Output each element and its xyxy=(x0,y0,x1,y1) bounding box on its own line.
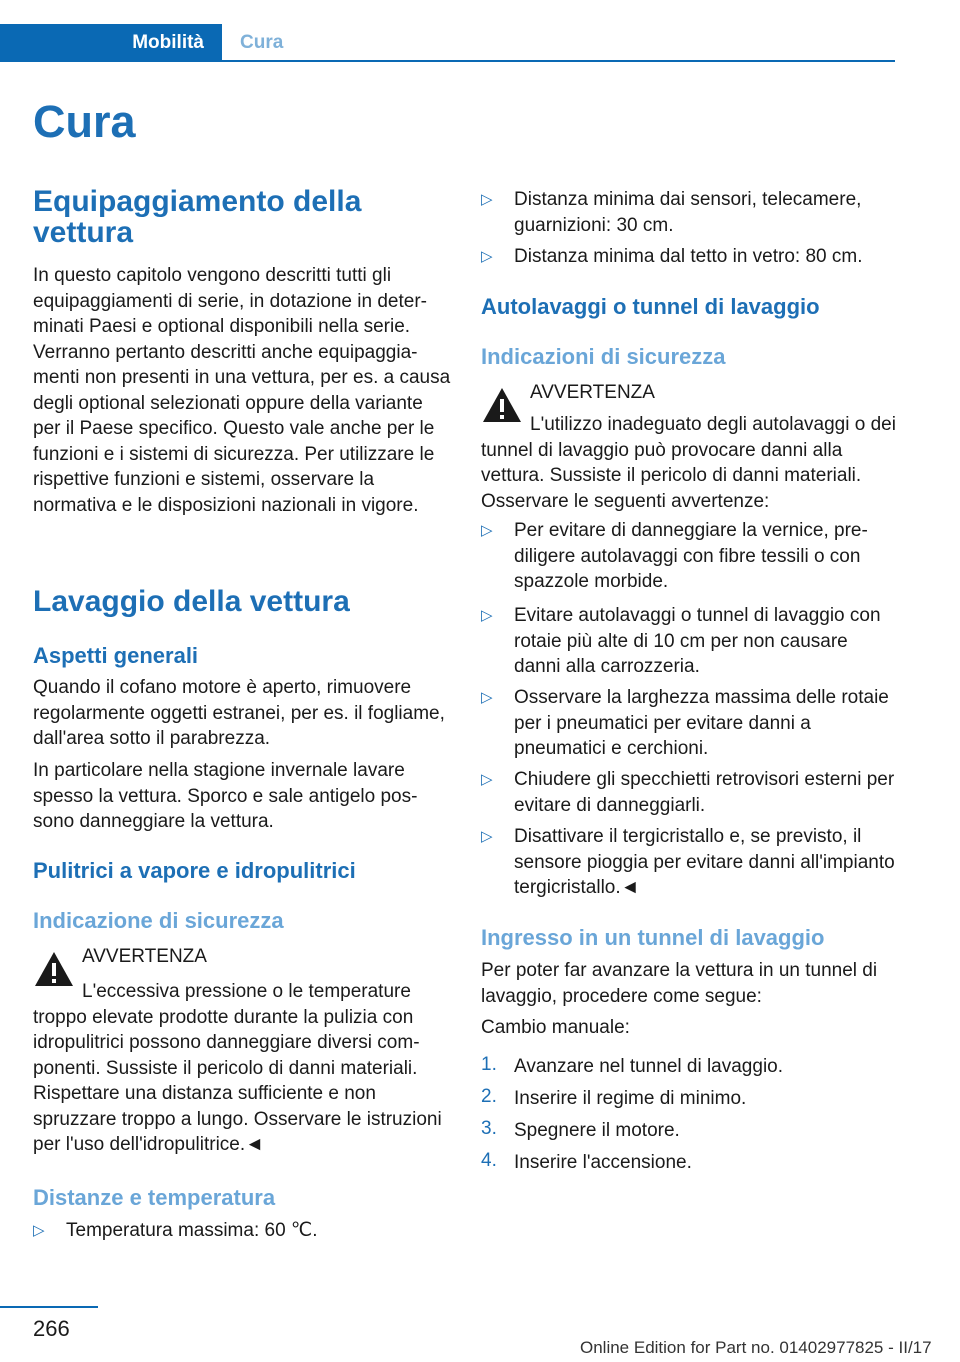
header-rule xyxy=(0,60,895,62)
carwash-bullet-1: Per evitare di danneggiare la vernice, prediligere autolavaggi con fibre tessili o con spazzole morbide. xyxy=(514,520,868,592)
left-safety-heading: Indicazione di sicurezza xyxy=(33,908,284,933)
page-number: 266 xyxy=(33,1316,70,1341)
carwash-bullet-4: Chiudere gli specchietti retrovisori esterni per evitare di danneggiarli. xyxy=(514,769,895,816)
manual-label: Cambio manuale: xyxy=(481,1017,630,1038)
general-para-2: In particolare nella stagione invernale lavare spesso la vettura. Sporco e sale antigelo possono danneggiare la vettura. xyxy=(33,760,418,832)
carwash-heading: Autolavaggi o tunnel di lavaggio xyxy=(481,294,820,319)
header-section-tab: Mobilità xyxy=(0,24,222,62)
bullet-icon: ▷ xyxy=(481,771,493,788)
steam-heading: Pulitrici a vapore e idropulitrici xyxy=(33,858,356,883)
step-number: 3. xyxy=(481,1118,497,1139)
general-para-1: Quando il cofano motore è aperto, rimuovere regolarmente oggetti estranei, per es. il fogliame, dall'area sotto il parabrezza. xyxy=(33,677,445,749)
distance-heading: Distanze e temperatura xyxy=(33,1185,276,1210)
bullet-icon: ▷ xyxy=(481,248,493,265)
step-text: Avanzare nel tunnel di lavaggio. xyxy=(514,1056,784,1077)
left-warning-text: L'eccessiva pressione o le temperature troppo elevate prodotte durante la pulizia con idropulitrici possono danneggiare diversi componenti. Sussiste il pericolo di danni materiali. Rispettare una distanza sufficiente e non spruzzare troppo a lungo. Osservare le istruzioni per l'uso dell'idropulitrice.◄ xyxy=(33,981,442,1155)
distance-item-2: Distanza minima dai sensori, telecamere, guarnizioni: 30 cm. xyxy=(514,189,862,236)
tunnel-heading: Ingresso in un tunnel di lavaggio xyxy=(481,925,825,950)
left-warning-label: AVVERTENZA xyxy=(82,946,207,967)
step-number: 2. xyxy=(481,1086,497,1107)
tunnel-text: Per poter far avanzare la vettura in un tunnel di lavaggio, procedere come segue: xyxy=(481,960,878,1007)
page-title: Cura xyxy=(33,96,136,147)
bullet-icon: ▷ xyxy=(33,1222,45,1239)
header-topic-tab: Cura xyxy=(240,32,284,53)
step-text: Inserire l'accensione. xyxy=(514,1152,692,1173)
bullet-icon: ▷ xyxy=(481,607,493,624)
distance-item-3: Distanza minima dal tetto in vetro: 80 cm. xyxy=(514,246,863,267)
step-text: Spegnere il motore. xyxy=(514,1120,680,1141)
bullet-icon: ▷ xyxy=(481,522,493,539)
general-heading: Aspetti generali xyxy=(33,643,199,668)
right-safety-heading: Indicazioni di sicurezza xyxy=(481,344,726,369)
bullet-icon: ▷ xyxy=(481,828,493,845)
footer-rule xyxy=(0,1306,98,1308)
carwash-bullet-5: Disattivare il tergicristallo e, se previsto, il sensore pioggia per evitare danni all'impianto tergicristallo.◄ xyxy=(514,826,895,898)
step-number: 1. xyxy=(481,1054,497,1075)
edition-note: Online Edition for Part no. 01402977825 - II/17 xyxy=(580,1338,932,1357)
carwash-bullet-3: Osservare la larghezza massima delle rotaie per i pneumatici per evitare danni a pneumatici e cerchioni. xyxy=(514,687,889,759)
right-warning-label: AVVERTENZA xyxy=(530,382,655,403)
equip-text: In questo capitolo vengono descritti tutti gli equipaggiamenti di serie, in dotazione in determinati Paesi e optional disponibili nella serie. Verranno pertanto descritti anche equipaggiamenti non presenti in una vettura, per es. a causa degli optional selezionati oppure della variante per il Paese specifico. Questo vale anche per le funzioni e i sistemi di sicurezza. Per utilizzare le rispettive funzioni e sistemi, osservare la normativa e le disposizioni nazionali in vigore. xyxy=(33,265,451,516)
carwash-bullet-2: Evitare autolavaggi o tunnel di lavaggio con rotaie più alte di 10 cm per non causare danni alla carrozzeria. xyxy=(514,605,881,677)
bullet-icon: ▷ xyxy=(481,191,493,208)
right-warning-text: L'utilizzo inadeguato degli autolavaggi o dei tunnel di lavaggio può provocare danni alla vettura. Sussiste il pericolo di danni materiali. Osservare le seguenti avvertenze: xyxy=(481,414,896,512)
equip-heading: Equipaggiamento della vettura xyxy=(33,185,362,249)
step-number: 4. xyxy=(481,1150,497,1171)
distance-item-1: Temperatura massima: 60 ℃. xyxy=(66,1220,318,1241)
bullet-icon: ▷ xyxy=(481,689,493,706)
step-text: Inserire il regime di minimo. xyxy=(514,1088,747,1109)
wash-heading: Lavaggio della vettura xyxy=(33,585,350,618)
